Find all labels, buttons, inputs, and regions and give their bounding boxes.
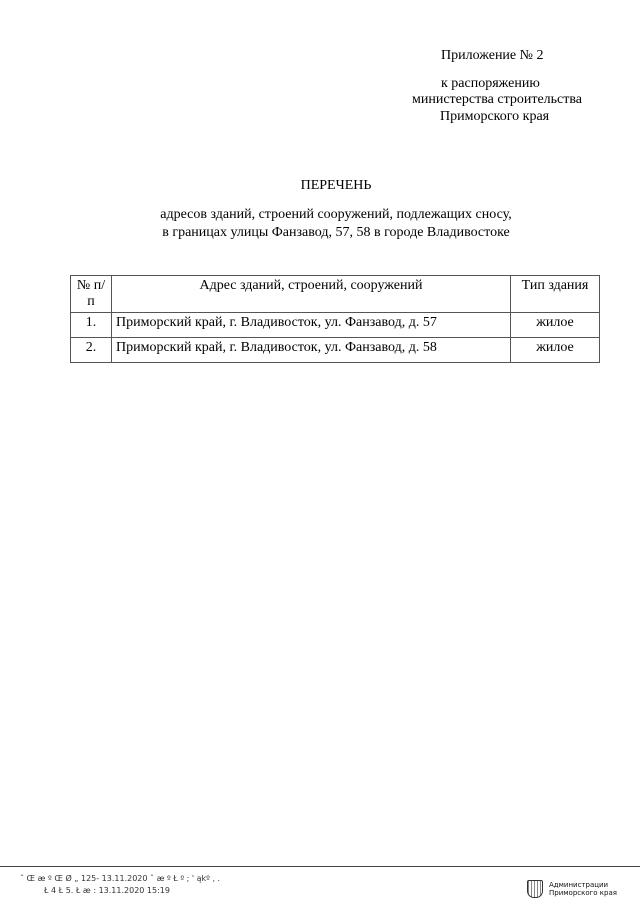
- footer-divider: [0, 866, 640, 867]
- logo-text: Администрации: [549, 881, 609, 889]
- cell-address: Приморский край, г. Владивосток, ул. Фанзавод, д. 58: [112, 338, 511, 363]
- header-address: Адрес зданий, строений, сооружений: [112, 276, 511, 313]
- cell-type: жилое: [511, 338, 600, 363]
- appendix-line: Приморского края: [440, 109, 550, 124]
- table-row: [71, 313, 600, 338]
- cell-num: 2.: [71, 338, 112, 363]
- cell-type: жилое: [511, 313, 600, 338]
- buildings-table: [70, 275, 600, 363]
- footer-stamp-line: ˆ Œ æ º Œ Ø „ 125- 13.11.2020 ˆ æ º Ł º ; ' ąkº , .: [20, 874, 221, 883]
- cell-address: Приморский край, г. Владивосток, ул. Фанзавод, д. 57: [112, 313, 511, 338]
- document-subtitle: в границах улицы Фанзавод, 57, 58 в городе Владивостоке: [162, 225, 510, 240]
- administration-logo: [527, 880, 617, 898]
- logo-text: Приморского края: [549, 889, 617, 897]
- table-row: [71, 338, 600, 363]
- header-num: № п/п: [71, 276, 112, 313]
- table-header-row: [71, 276, 600, 313]
- cell-num: 1.: [71, 313, 112, 338]
- document-title: ПЕРЕЧЕНЬ: [300, 178, 372, 193]
- document-subtitle: адресов зданий, строений сооружений, подлежащих сносу,: [160, 207, 512, 222]
- appendix-line: к распоряжению: [441, 76, 540, 91]
- appendix-title: Приложение № 2: [441, 48, 544, 63]
- footer-stamp-line: Ł 4 Ł 5. Ł æ : 13.11.2020 15:19: [44, 886, 170, 895]
- appendix-line: министерства строительства: [412, 92, 583, 107]
- header-type: Тип здания: [511, 276, 600, 313]
- coat-of-arms-icon: [527, 880, 543, 898]
